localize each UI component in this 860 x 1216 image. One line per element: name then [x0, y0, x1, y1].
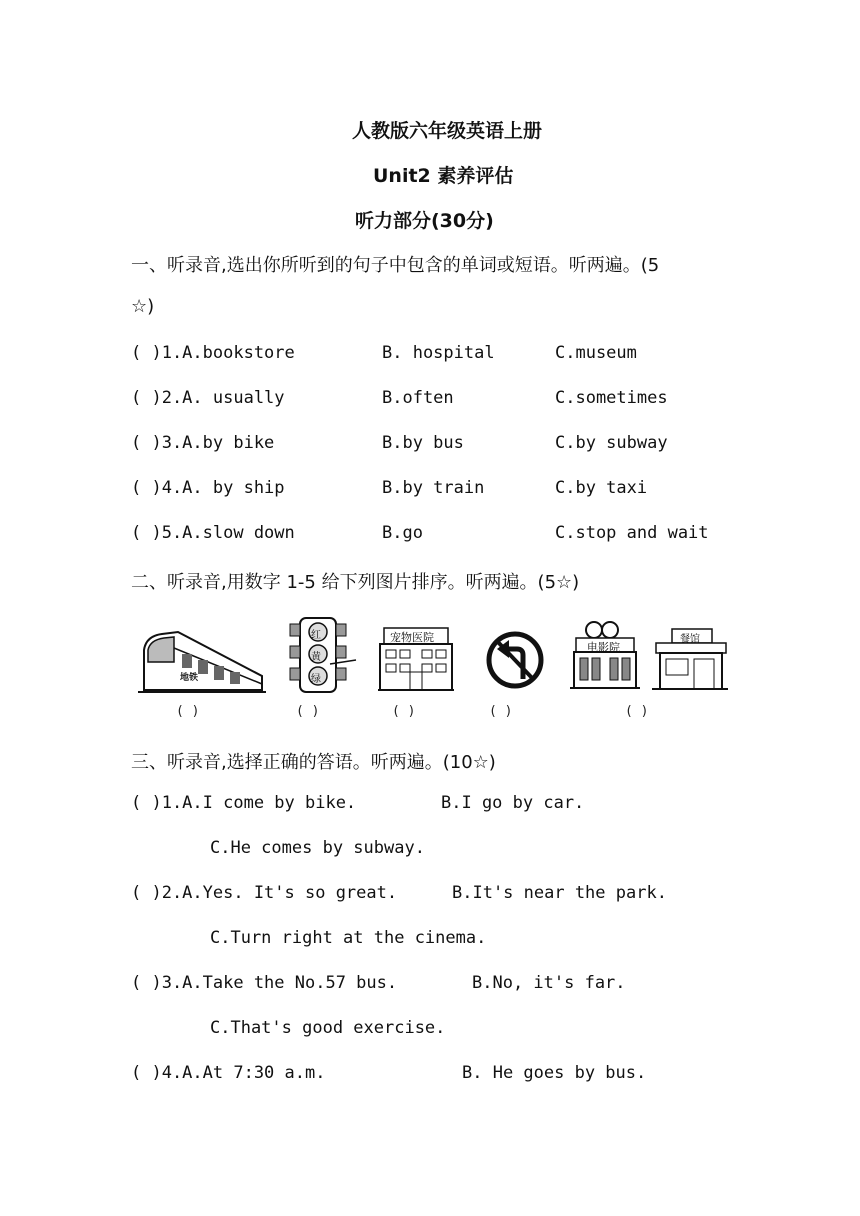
- picture-answer-blank[interactable]: ( ): [489, 704, 513, 719]
- s1-q5-b: B.go: [382, 523, 423, 543]
- part-title: 听力部分(30分): [355, 210, 494, 232]
- s3-q1-a: ( )1.A.I come by bike.: [131, 793, 357, 813]
- no-left-turn-icon: [485, 629, 545, 691]
- section2-heading: 二、听录音,用数字 1-5 给下列图片排序。听两遍。(5☆): [131, 572, 580, 593]
- page-title: 人教版六年级英语上册: [352, 120, 543, 142]
- picture-answer-blank[interactable]: ( ): [176, 704, 200, 719]
- restaurant-caption: 餐馆: [680, 634, 700, 645]
- s1-q4-b: B.by train: [382, 478, 485, 498]
- pet-hospital-caption: 宠物医院: [390, 631, 434, 644]
- section1-heading-cont: ☆): [131, 296, 155, 317]
- traffic-light-green: 绿: [311, 674, 321, 685]
- s3-q2-a: ( )2.A.Yes. It's so great.: [131, 883, 398, 903]
- s1-q2-b: B.often: [382, 388, 454, 408]
- s3-q3-c: C.That's good exercise.: [210, 1018, 446, 1038]
- s3-q1-b: B.I go by car.: [441, 793, 585, 813]
- s3-q4-a: ( )4.A.At 7:30 a.m.: [131, 1063, 326, 1083]
- s3-q1-c: C.He comes by subway.: [210, 838, 425, 858]
- s1-q3-b: B.by bus: [382, 433, 464, 453]
- s1-q4-c: C.by taxi: [555, 478, 648, 498]
- s1-q2-a: ( )2.A. usually: [131, 388, 285, 408]
- traffic-light-icon: [286, 614, 358, 696]
- picture-answer-blank[interactable]: ( ): [392, 704, 416, 719]
- s3-q2-b: B.It's near the park.: [452, 883, 667, 903]
- s3-q3-b: B.No, it's far.: [472, 973, 626, 993]
- s1-q3-a: ( )3.A.by bike: [131, 433, 275, 453]
- s3-q3-a: ( )3.A.Take the No.57 bus.: [131, 973, 398, 993]
- picture-answer-blank[interactable]: ( ): [296, 704, 320, 719]
- s1-q1-b: B. hospital: [382, 343, 495, 363]
- picture-answer-blank[interactable]: ( ): [625, 704, 649, 719]
- section1-heading: 一、听录音,选出你所听到的句子中包含的单词或短语。听两遍。(5: [131, 255, 660, 276]
- section3-heading: 三、听录音,选择正确的答语。听两遍。(10☆): [131, 752, 496, 773]
- s1-q2-c: C.sometimes: [555, 388, 668, 408]
- s1-q1-a: ( )1.A.bookstore: [131, 343, 295, 363]
- traffic-light-red: 红: [311, 630, 321, 641]
- traffic-light-yellow: 黄: [311, 652, 321, 663]
- cinema-caption: 电影院: [587, 641, 620, 654]
- s1-q3-c: C.by subway: [555, 433, 668, 453]
- train-icon: [138, 628, 266, 696]
- cinema-icon: [570, 620, 640, 692]
- unit-title: Unit2 素养评估: [373, 165, 514, 187]
- s1-q5-c: C.stop and wait: [555, 523, 709, 543]
- s1-q5-a: ( )5.A.slow down: [131, 523, 295, 543]
- s3-q2-c: C.Turn right at the cinema.: [210, 928, 487, 948]
- train-caption: 地铁: [180, 673, 199, 683]
- s3-q4-b: B. He goes by bus.: [462, 1063, 647, 1083]
- s1-q1-c: C.museum: [555, 343, 637, 363]
- s1-q4-a: ( )4.A. by ship: [131, 478, 285, 498]
